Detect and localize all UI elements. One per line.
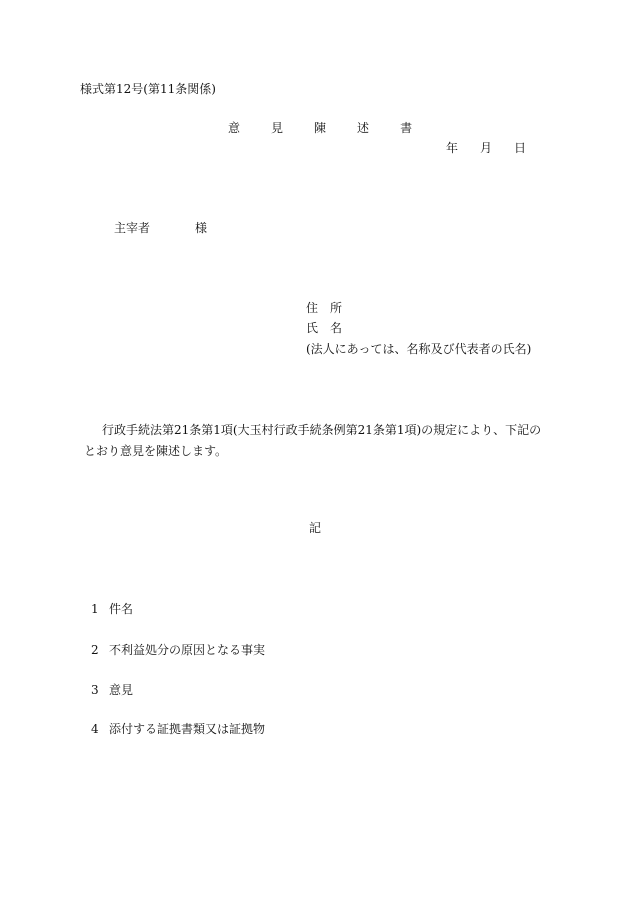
date-line (446, 142, 526, 154)
document-title (228, 122, 412, 134)
date-year: 年 (446, 141, 459, 155)
item-number: 4 (91, 722, 99, 736)
title-char: 述 (357, 121, 370, 135)
item-text: 件名 (109, 602, 134, 616)
name-char: 氏 (306, 321, 319, 335)
item-text: 不利益処分の原因となる事実 (109, 643, 266, 657)
addressee-label: 主宰者 (114, 221, 151, 235)
title-char: 意 (228, 121, 241, 135)
title-char: 見 (271, 121, 284, 135)
item-number: 3 (91, 683, 99, 697)
statement-body: 行政手続法第21条第1項(大玉村行政手続条例第21条第1項)の規定により、下記のとおり意見を陳述します。 (84, 423, 542, 458)
item-text: 意見 (109, 683, 134, 697)
item-text: 添付する証拠書類又は証拠物 (109, 722, 266, 736)
address-char: 所 (330, 301, 343, 315)
addressee (114, 222, 207, 234)
title-char: 書 (400, 121, 413, 135)
addressee-honorific: 様 (195, 221, 208, 235)
form-number: 様式第12号(第11条関係) (80, 82, 216, 96)
address-label (306, 302, 342, 314)
corporate-note: (法人にあっては、名称及び代表者の氏名) (306, 342, 532, 356)
name-char: 名 (330, 321, 343, 335)
list-item (91, 603, 133, 615)
item-number: 1 (91, 602, 99, 616)
address-char: 住 (306, 301, 319, 315)
list-item (91, 644, 265, 656)
name-label (306, 322, 342, 334)
date-month: 月 (480, 141, 493, 155)
title-char: 陳 (314, 121, 327, 135)
item-number: 2 (91, 643, 99, 657)
ki-heading: 記 (309, 521, 322, 535)
list-item (91, 684, 133, 696)
date-day: 日 (514, 141, 527, 155)
list-item (91, 723, 265, 735)
